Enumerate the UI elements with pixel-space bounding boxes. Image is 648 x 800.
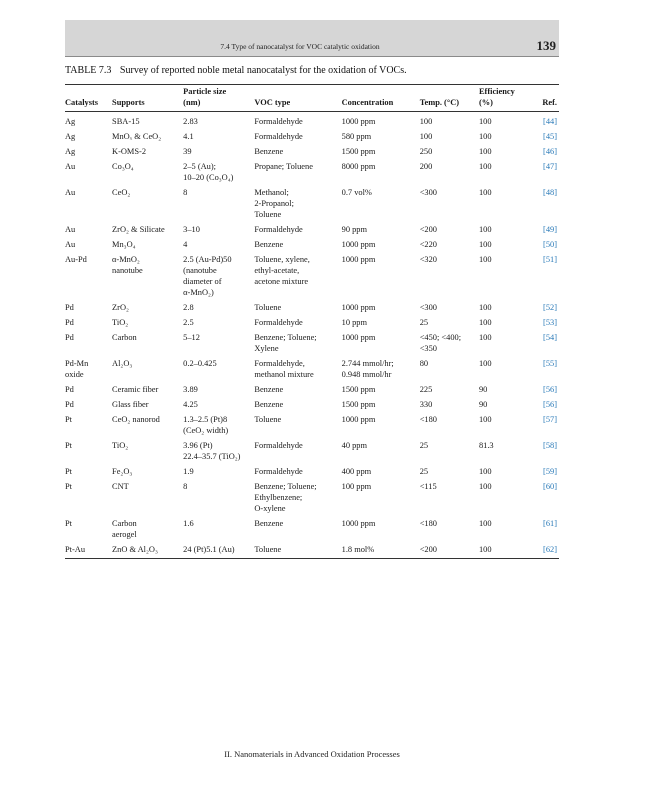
cell-efficiency: 100 <box>478 132 492 141</box>
cell-catalyst: Au <box>65 240 76 249</box>
cell-particle-size: 39 <box>183 147 192 156</box>
cell-support: ZrO₂ <box>112 303 129 312</box>
cell-particle-size: 2.83 <box>183 117 198 126</box>
table-caption-text: Survey of reported noble metal nanocatalyst for the oxidation of VOCs. <box>119 65 407 76</box>
cell-concentration: 90 ppm <box>341 225 367 234</box>
cell-efficiency: 90 <box>478 400 488 409</box>
cell-ref[interactable]: [58] <box>543 441 557 450</box>
cell-efficiency: 100 <box>478 240 492 249</box>
cell-catalyst: Ag <box>65 132 76 141</box>
cell-efficiency: 100 <box>478 519 492 528</box>
cell-ref[interactable]: [53] <box>543 318 557 327</box>
cell-efficiency: 100 <box>478 303 492 312</box>
cell-support: CeO₂ nanorod <box>112 415 160 424</box>
cell-efficiency: 100 <box>478 415 492 424</box>
cell-efficiency: 100 <box>478 162 492 171</box>
table-row <box>65 298 559 313</box>
cell-ref[interactable]: [45] <box>543 132 557 141</box>
cell-support: Mn₃O₄ <box>112 240 136 249</box>
cell-temp: 100 <box>419 132 433 141</box>
table-body <box>65 112 559 559</box>
header-efficiency-line2: (%) <box>478 98 493 107</box>
table-row <box>65 540 559 559</box>
cell-voc-type: Toluene <box>254 540 341 559</box>
cell-particle-size: 3–10 <box>183 225 200 234</box>
table-row <box>65 514 559 540</box>
cell-catalyst: Ag <box>65 147 76 156</box>
cell-temp: 225 <box>419 385 433 394</box>
header-temp: Temp. (°C) <box>420 85 479 112</box>
cell-particle-size: 4.25 <box>183 400 198 409</box>
cell-support: Co₃O₄ <box>112 162 134 171</box>
table-row <box>65 462 559 477</box>
cell-voc-type: Benzene <box>254 240 284 249</box>
cell-ref[interactable]: [62] <box>532 540 559 559</box>
cell-concentration: 1000 ppm <box>341 255 376 264</box>
cell-temp: 25 <box>419 467 429 476</box>
cell-support: TiO₂ <box>112 318 129 327</box>
cell-ref[interactable]: [47] <box>543 162 557 171</box>
cell-catalyst: Ag <box>65 117 76 126</box>
cell-efficiency: 100 <box>479 540 532 559</box>
table-row <box>65 220 559 235</box>
cell-efficiency: 81.3 <box>478 441 494 450</box>
cell-catalyst: Au <box>65 162 76 171</box>
cell-ref[interactable]: [52] <box>543 303 557 312</box>
cell-ref[interactable]: [44] <box>543 117 557 126</box>
cell-ref[interactable]: [59] <box>543 467 557 476</box>
cell-temp: <300 <box>419 188 437 197</box>
cell-voc-type: Formaldehyde <box>254 467 303 476</box>
cell-ref[interactable]: [48] <box>543 188 557 197</box>
table-row <box>65 354 559 380</box>
cell-concentration: 2.744 mmol/hr; 0.948 mmol/hr <box>341 359 394 379</box>
cell-efficiency: 100 <box>478 359 492 368</box>
cell-concentration: 8000 ppm <box>341 162 376 171</box>
cell-concentration: 580 ppm <box>341 132 372 141</box>
cell-catalyst: Pt <box>65 441 72 450</box>
cell-temp: <450; <400; <350 <box>419 333 462 353</box>
cell-temp: <300 <box>419 303 437 312</box>
table-caption <box>65 65 407 76</box>
cell-ref[interactable]: [60] <box>543 482 557 491</box>
cell-temp: 25 <box>419 318 429 327</box>
cell-temp: <320 <box>419 255 437 264</box>
cell-temp: 250 <box>419 147 433 156</box>
cell-concentration: 1000 ppm <box>341 117 376 126</box>
cell-catalyst: Pd <box>65 318 74 327</box>
cell-support: MnOₓ & CeO₂ <box>112 132 162 141</box>
cell-voc-type: Benzene; Toluene; Xylene <box>254 333 317 353</box>
table-row <box>65 112 559 128</box>
cell-support: ZrO₂ & Silicate <box>112 225 165 234</box>
running-head: 7.4 Type of nanocatalyst for VOC catalytic oxidation <box>220 42 380 51</box>
header-catalysts: Catalysts <box>65 85 112 112</box>
header-ref: Ref. <box>532 85 559 112</box>
table-row <box>65 127 559 142</box>
cell-voc-type: Formaldehyde <box>254 318 303 327</box>
cell-temp: 100 <box>419 117 433 126</box>
cell-voc-type: Toluene, xylene, ethyl-acetate, acetone mixture <box>254 255 310 286</box>
cell-concentration: 10 ppm <box>341 318 367 327</box>
cell-particle-size: 1.6 <box>183 519 194 528</box>
cell-particle-size: 8 <box>183 188 188 197</box>
page-number: 139 <box>536 38 556 53</box>
cell-voc-type: Benzene <box>254 519 284 528</box>
table-row <box>65 183 559 220</box>
cell-ref[interactable]: [57] <box>543 415 557 424</box>
table-label: TABLE 7.3 <box>65 65 112 76</box>
cell-support: K-OMS-2 <box>112 147 147 156</box>
cell-catalyst: Pd-Mn oxide <box>65 359 89 379</box>
cell-catalyst: Pt <box>65 415 72 424</box>
cell-temp: 25 <box>419 441 429 450</box>
cell-support: CNT <box>112 482 129 491</box>
cell-efficiency: 100 <box>478 333 492 342</box>
cell-temp: <200 <box>420 540 479 559</box>
cell-support: Glass fiber <box>112 400 149 409</box>
cell-catalyst: Au <box>65 188 76 197</box>
cell-efficiency: 100 <box>478 482 492 491</box>
table-row <box>65 313 559 328</box>
cell-concentration: 1500 ppm <box>341 385 376 394</box>
table-row <box>65 477 559 514</box>
header-voc-type: VOC type <box>254 85 341 112</box>
header-concentration: Concentration <box>342 85 420 112</box>
cell-support: CeO₂ <box>112 188 131 197</box>
table-row <box>65 250 559 298</box>
cell-catalyst: Pd <box>65 385 74 394</box>
cell-temp: <220 <box>419 240 437 249</box>
cell-efficiency: 100 <box>478 318 492 327</box>
cell-voc-type: Benzene <box>254 147 284 156</box>
header-efficiency-line1: Efficiency <box>478 87 515 96</box>
cell-efficiency: 100 <box>478 188 492 197</box>
cell-support: SBA-15 <box>112 117 140 126</box>
cell-voc-type: Benzene; Toluene; Ethylbenzene; O-xylene <box>254 482 317 513</box>
cell-ref[interactable]: [56] <box>543 385 557 394</box>
cell-efficiency: 100 <box>478 147 492 156</box>
header-particle-size-line2: (nm) <box>183 98 201 107</box>
cell-concentration: 400 ppm <box>341 467 372 476</box>
cell-support: α-MnO₂ nanotube <box>112 255 143 275</box>
cell-ref[interactable]: [61] <box>543 519 557 528</box>
cell-catalyst: Pt <box>65 519 72 528</box>
cell-particle-size: 1.9 <box>183 467 194 476</box>
cell-particle-size: 5–12 <box>183 333 200 342</box>
cell-particle-size: 2.8 <box>183 303 194 312</box>
table-row <box>65 436 559 462</box>
page-footer: II. Nanomaterials in Advanced Oxidation Processes <box>224 749 400 759</box>
cell-catalyst: Au-Pd <box>65 255 87 264</box>
cell-voc-type: Benzene <box>254 400 284 409</box>
cell-temp: 330 <box>419 400 433 409</box>
header-supports: Supports <box>112 85 183 112</box>
cell-catalyst: Pt-Au <box>65 540 112 559</box>
cell-particle-size: 1.3–2.5 (Pt)8 (CeO₂ width) <box>183 415 229 435</box>
cell-concentration: 1000 ppm <box>341 519 376 528</box>
cell-catalyst: Pd <box>65 303 74 312</box>
cell-temp: <115 <box>419 482 437 491</box>
cell-particle-size: 2.5 <box>183 318 194 327</box>
cell-ref[interactable]: [56] <box>543 400 557 409</box>
cell-ref[interactable]: [54] <box>543 333 557 342</box>
cell-particle-size: 2–5 (Au); 10–20 (Co₃O₄) <box>183 162 234 182</box>
cell-catalyst: Pd <box>65 333 74 342</box>
cell-efficiency: 100 <box>478 117 492 126</box>
table-row <box>65 380 559 395</box>
cell-support: Carbon aerogel <box>112 519 137 539</box>
cell-voc-type: Formaldehyde, methanol mixture <box>254 359 314 379</box>
cell-efficiency: 100 <box>478 225 492 234</box>
cell-support: Ceramic fiber <box>112 385 159 394</box>
cell-concentration: 40 ppm <box>341 441 367 450</box>
table-row <box>65 395 559 410</box>
cell-particle-size: 2.5 (Au-Pd)50 (nanotube diameter of α-MnO₂) <box>183 255 232 297</box>
cell-ref[interactable]: [55] <box>543 359 557 368</box>
cell-temp: <200 <box>419 225 437 234</box>
cell-catalyst: Pt <box>65 482 72 491</box>
cell-ref[interactable]: [51] <box>543 255 557 264</box>
cell-voc-type: Formaldehyde <box>254 225 303 234</box>
cell-temp: 200 <box>419 162 433 171</box>
cell-voc-type: Toluene <box>254 303 282 312</box>
cell-temp: <180 <box>419 519 437 528</box>
voc-catalyst-table <box>65 84 559 559</box>
cell-temp: 80 <box>419 359 429 368</box>
header-particle-size <box>183 85 254 112</box>
header-band <box>65 20 559 57</box>
cell-voc-type: Formaldehyde <box>254 441 303 450</box>
cell-support: Al₂O₃ <box>112 359 133 368</box>
table-row <box>65 328 559 354</box>
cell-concentration: 1.8 mol% <box>342 540 420 559</box>
cell-concentration: 0.7 vol% <box>341 188 372 197</box>
cell-concentration: 1000 ppm <box>341 240 376 249</box>
cell-ref[interactable]: [46] <box>543 147 557 156</box>
cell-concentration: 1500 ppm <box>341 147 376 156</box>
cell-support: Carbon <box>112 333 137 342</box>
cell-temp: <180 <box>419 415 437 424</box>
cell-concentration: 1000 ppm <box>341 415 376 424</box>
cell-support: Fe₂O₃ <box>112 467 133 476</box>
cell-particle-size: 4.1 <box>183 132 194 141</box>
table-row <box>65 410 559 436</box>
cell-voc-type: Formaldehyde <box>254 117 303 126</box>
cell-efficiency: 100 <box>478 255 492 264</box>
header-particle-size-line1: Particle size <box>183 87 227 96</box>
cell-catalyst: Pt <box>65 467 72 476</box>
table-row <box>65 235 559 250</box>
cell-particle-size: 4 <box>183 240 188 249</box>
cell-concentration: 1000 ppm <box>341 303 376 312</box>
header-efficiency <box>479 85 532 112</box>
cell-voc-type: Propane; Toluene <box>254 162 313 171</box>
cell-voc-type: Benzene <box>254 385 284 394</box>
cell-concentration: 1000 ppm <box>341 333 376 342</box>
cell-support: TiO₂ <box>112 441 129 450</box>
cell-catalyst: Pd <box>65 400 74 409</box>
cell-particle-size: 0.2–0.425 <box>183 359 217 368</box>
cell-concentration: 1500 ppm <box>341 400 376 409</box>
cell-voc-type: Toluene <box>254 415 282 424</box>
cell-efficiency: 90 <box>478 385 488 394</box>
cell-catalyst: Au <box>65 225 76 234</box>
cell-efficiency: 100 <box>478 467 492 476</box>
cell-particle-size: 3.96 (Pt) 22.4–35.7 (TiO₂) <box>183 441 241 461</box>
cell-ref[interactable]: [50] <box>543 240 557 249</box>
table-row <box>65 142 559 157</box>
cell-particle-size: 8 <box>183 482 188 491</box>
cell-ref[interactable]: [49] <box>543 225 557 234</box>
cell-particle-size: 24 (Pt)5.1 (Au) <box>183 540 254 559</box>
cell-voc-type: Methanol; 2-Propanol; Toluene <box>254 188 294 219</box>
table-row <box>65 157 559 183</box>
cell-support: ZnO & Al₂O₃ <box>112 540 183 559</box>
cell-particle-size: 3.89 <box>183 385 198 394</box>
cell-concentration: 100 ppm <box>341 482 372 491</box>
cell-voc-type: Formaldehyde <box>254 132 303 141</box>
